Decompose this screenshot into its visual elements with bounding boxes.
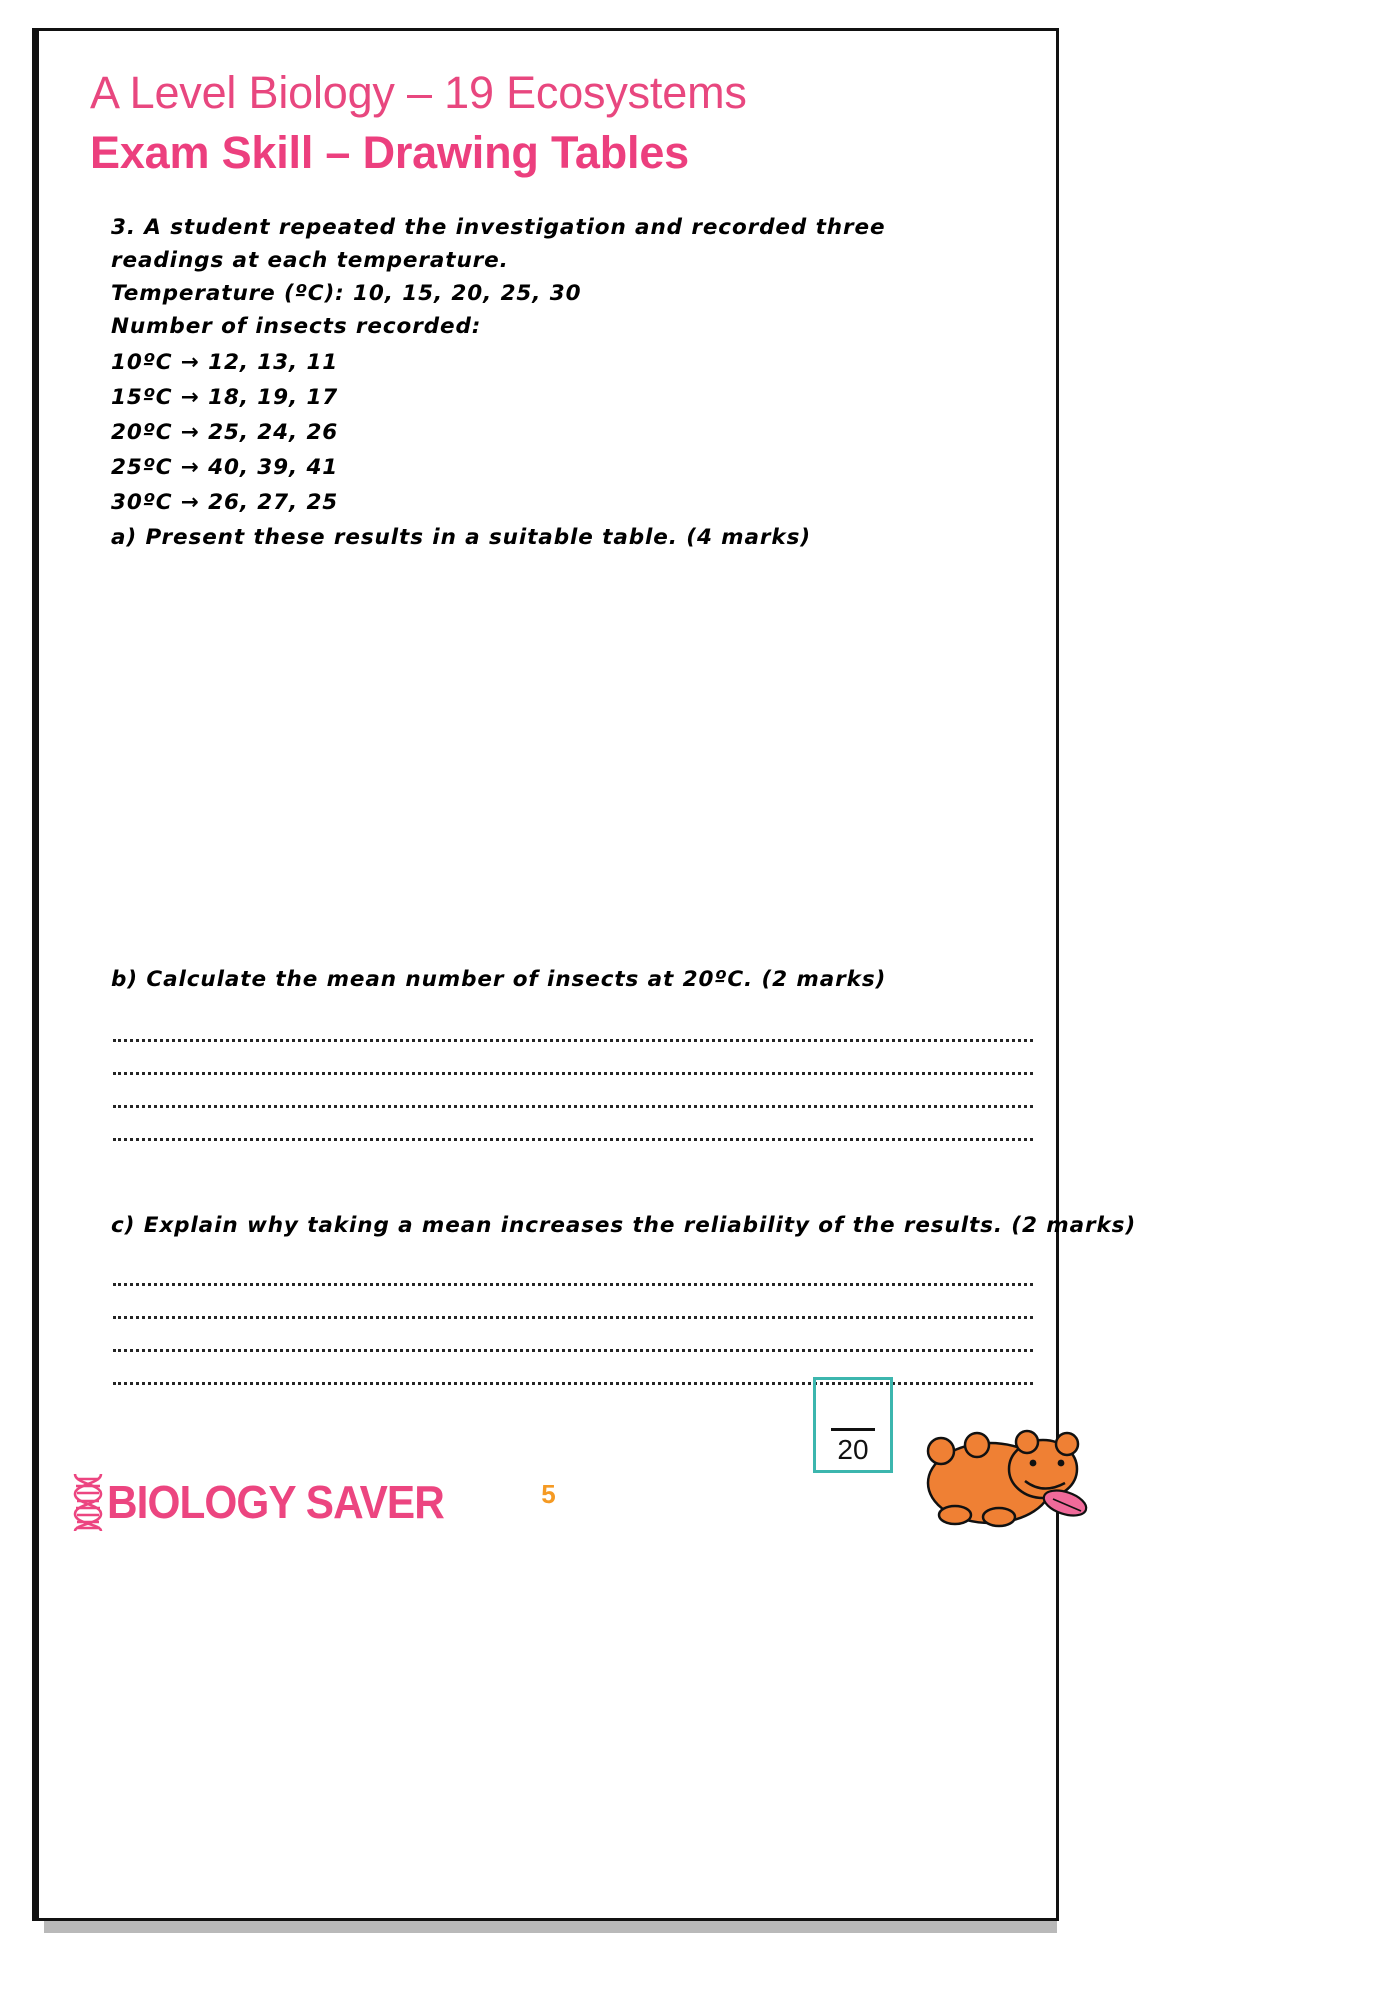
page-title-line2: Exam Skill – Drawing Tables <box>90 127 690 178</box>
question-intro: 3. A student repeated the investigation and recorded three readings at each temperature. <box>111 215 886 273</box>
answer-line[interactable] <box>113 1286 1033 1319</box>
marks-box <box>813 1377 893 1473</box>
answer-lines-part-b[interactable] <box>113 1009 1033 1141</box>
answer-line[interactable] <box>113 1253 1033 1286</box>
dna-helix-icon <box>71 1471 105 1533</box>
reading-row: 30ºC → 26, 27, 25 <box>111 490 339 515</box>
temperature-values-label: Temperature (ºC): 10, 15, 20, 25, 30 <box>111 281 582 306</box>
marks-total: 20 <box>837 1434 869 1465</box>
question-part-a: a) Present these results in a suitable table. (4 marks) <box>111 525 812 550</box>
page-number: 5 <box>541 1479 556 1509</box>
question-block <box>111 211 1011 520</box>
answer-line[interactable] <box>113 1009 1033 1042</box>
readings-list <box>111 345 1011 520</box>
bear-mascot-icon <box>915 1411 1095 1541</box>
answer-line[interactable] <box>113 1352 1033 1385</box>
answer-lines-part-c[interactable] <box>113 1253 1033 1385</box>
answer-line[interactable] <box>113 1042 1033 1075</box>
readings-label: Number of insects recorded: <box>111 314 482 339</box>
answer-line[interactable] <box>113 1108 1033 1141</box>
page-title-line1: A Level Biology – 19 Ecosystems <box>90 67 747 118</box>
worksheet-page <box>32 28 1137 1921</box>
question-part-b: b) Calculate the mean number of insects at 20ºC. (2 marks) <box>111 967 887 992</box>
reading-row: 10ºC → 12, 13, 11 <box>111 350 339 375</box>
answer-line[interactable] <box>113 1319 1033 1352</box>
reading-row: 25ºC → 40, 39, 41 <box>111 455 339 480</box>
answer-line[interactable] <box>113 1075 1033 1108</box>
reading-row: 15ºC → 18, 19, 17 <box>111 385 339 410</box>
brand-logo <box>71 1471 473 1533</box>
question-part-c: c) Explain why taking a mean increases the reliability of the results. (2 marks) <box>111 1213 1137 1238</box>
brand-name: BIOLOGY SAVER <box>107 1476 444 1528</box>
fraction-bar <box>831 1428 875 1431</box>
reading-row: 20ºC → 25, 24, 26 <box>111 420 339 445</box>
